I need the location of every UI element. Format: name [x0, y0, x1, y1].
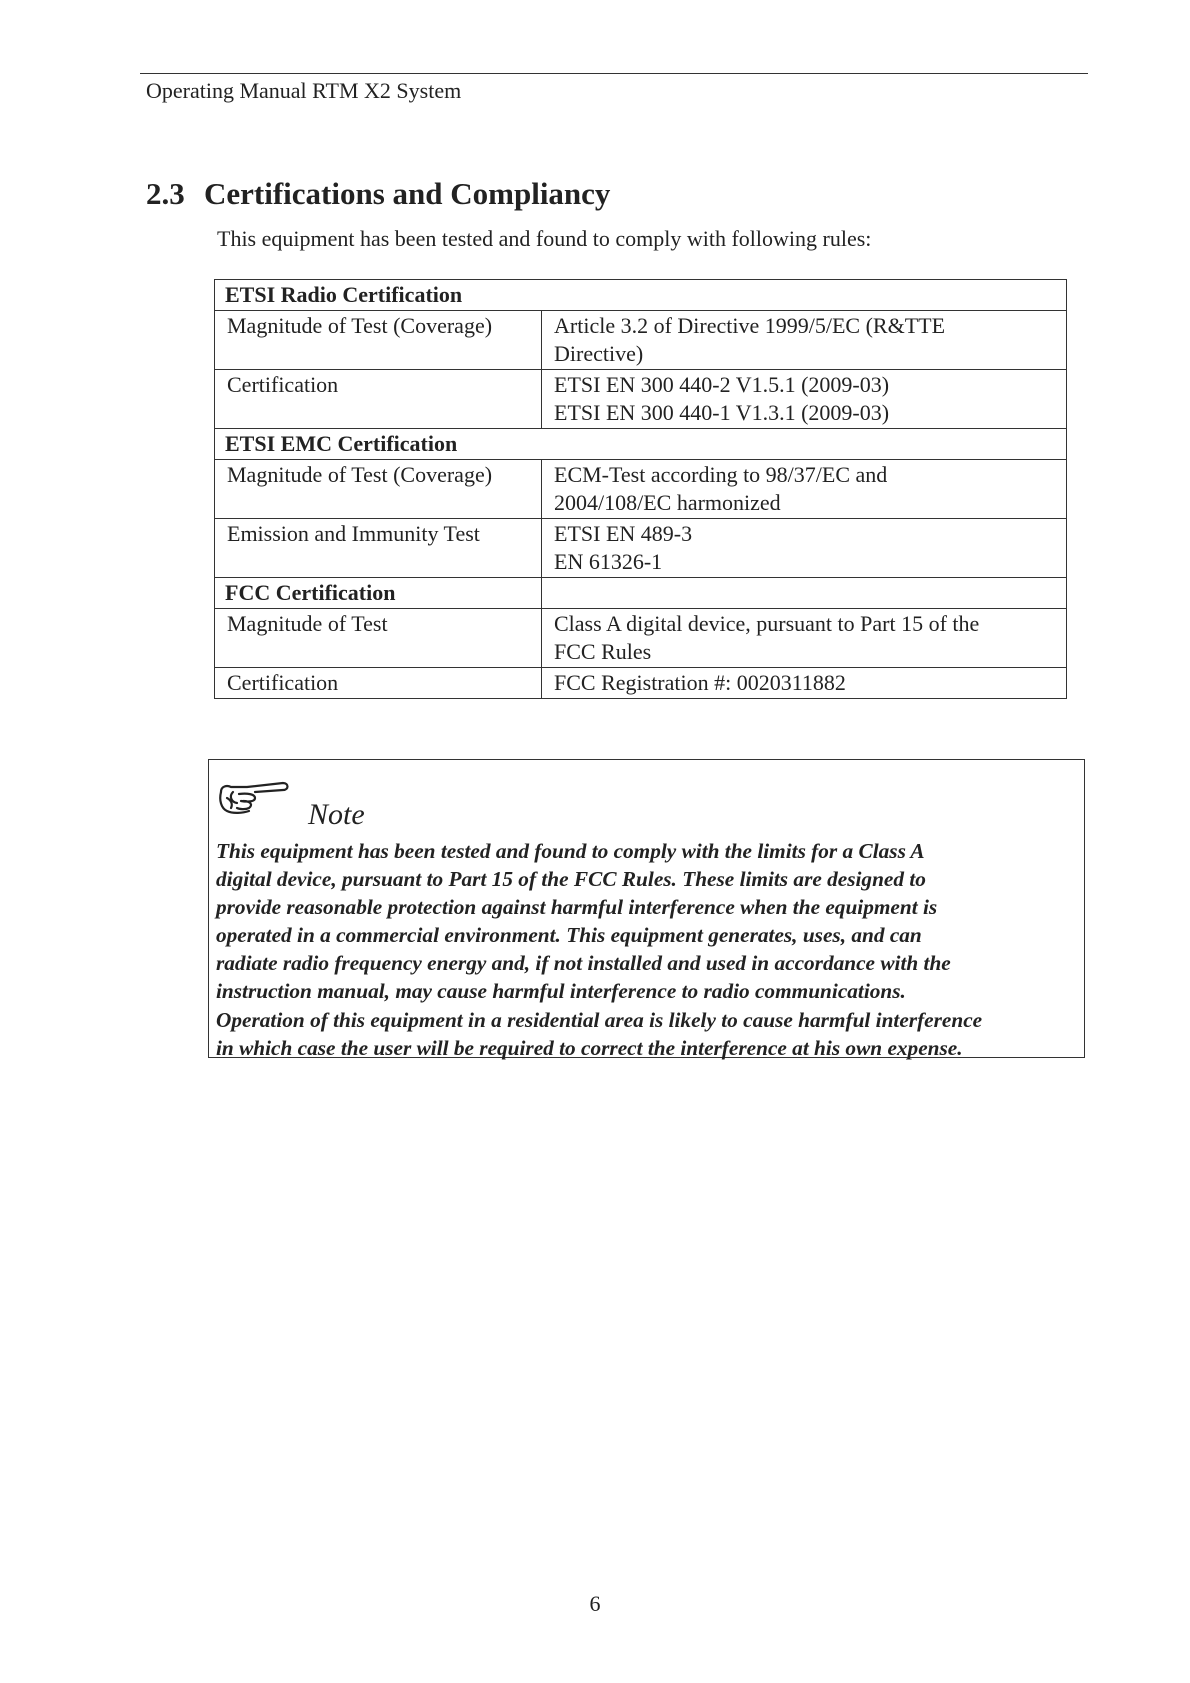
pointing-hand-icon — [217, 778, 293, 818]
row-value — [542, 460, 1067, 519]
row-label: Emission and Immunity Test — [215, 519, 542, 578]
page-number: 6 — [589, 1591, 601, 1616]
note-line: This equipment has been tested and found to comply with the limits for a Class A — [216, 839, 925, 863]
note-line: operated in a commercial environment. This equipment generates, uses, and can — [216, 923, 922, 948]
section-heading-fcc: FCC Certification — [215, 578, 542, 609]
note-line: provide reasonable protection against harmful interference when the equipment is — [216, 895, 938, 920]
value-line: ECM-Test according to 98/37/EC and — [554, 462, 888, 487]
value-line: ETSI EN 489-3 — [554, 521, 693, 546]
section-heading — [146, 176, 610, 212]
value-line: Article 3.2 of Directive 1999/5/EC (R&TTE — [554, 313, 946, 338]
table-section-row — [215, 280, 1067, 311]
value-line: ETSI EN 300 440-1 V1.3.1 (2009-03) — [554, 400, 890, 425]
row-label: Magnitude of Test — [215, 609, 542, 668]
intro-paragraph: This equipment has been tested and found to comply with following rules: — [217, 226, 872, 251]
note-line: digital device, pursuant to Part 15 of the FCC Rules. These limits are designed to — [216, 867, 926, 892]
table-row — [215, 460, 1067, 519]
row-value — [542, 311, 1067, 370]
table-section-row — [215, 429, 1067, 460]
row-value — [542, 519, 1067, 578]
table-row — [215, 519, 1067, 578]
row-value — [542, 370, 1067, 429]
table-row — [215, 609, 1067, 668]
table-section-row — [215, 578, 1067, 609]
section-title: Certifications and Compliancy — [204, 176, 611, 211]
note-line: in which case the user will be required to correct the interference at his own expense. — [216, 1035, 963, 1060]
section-heading-etsi-emc: ETSI EMC Certification — [215, 429, 1067, 460]
note-line: instruction manual, may cause harmful interference to radio communications. — [216, 979, 906, 1004]
row-label: Magnitude of Test (Coverage) — [215, 460, 542, 519]
section-number: 2.3 — [146, 176, 185, 211]
row-label: Certification — [215, 370, 542, 429]
value-line: Class A digital device, pursuant to Part 15 of the — [554, 611, 980, 636]
certification-table — [214, 279, 1067, 699]
table-row — [215, 370, 1067, 429]
note-line: Operation of this equipment in a residential area is likely to cause harmful interference — [216, 1007, 983, 1032]
table-row — [215, 311, 1067, 370]
value-line: FCC Rules — [554, 639, 652, 664]
section-heading-etsi-radio: ETSI Radio Certification — [215, 280, 1067, 311]
note-body — [216, 837, 1082, 1062]
value-line: EN 61326-1 — [554, 549, 663, 574]
row-value — [542, 609, 1067, 668]
note-box — [208, 759, 1085, 1058]
table-row — [215, 668, 1067, 699]
header-rule — [140, 73, 1088, 74]
row-label: Certification — [215, 668, 542, 699]
value-line: ETSI EN 300 440-2 V1.5.1 (2009-03) — [554, 372, 890, 397]
note-line: radiate radio frequency energy and, if not installed and used in accordance with the — [216, 951, 951, 976]
value-line: 2004/108/EC harmonized — [554, 490, 781, 515]
note-title: Note — [308, 798, 365, 831]
empty-cell — [542, 578, 1067, 609]
running-header: Operating Manual RTM X2 System — [146, 78, 462, 103]
row-label: Magnitude of Test (Coverage) — [215, 311, 542, 370]
value-line: Directive) — [554, 341, 644, 366]
row-value — [542, 668, 1067, 699]
value-line: FCC Registration #: 0020311882 — [554, 670, 846, 695]
